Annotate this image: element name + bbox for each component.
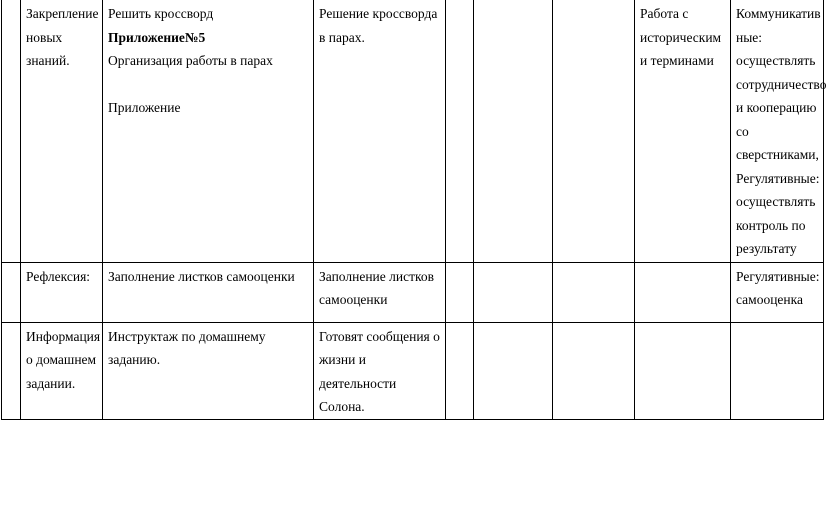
empty-cell — [553, 322, 635, 419]
stage-cell: Информация о домашнем задании. — [21, 322, 103, 419]
table-row-consolidation — [2, 0, 824, 262]
empty-cell — [446, 262, 474, 322]
student-activity-cell: Готовят сообщения о жизни и деятельности Солона. — [314, 322, 446, 419]
uud-cell: Коммуникатив ные: осуществлять сотрудничество и кооперацию со сверстниками, Регулятивные: осуществлять контроль по результату — [731, 0, 824, 262]
table-row-reflection — [2, 262, 824, 322]
empty-cell — [446, 322, 474, 419]
subject-result-cell: Работа с историческим и терминами — [635, 0, 731, 262]
uud-cell: Регулятивные: самооценка — [731, 262, 824, 322]
row-number-cell — [2, 0, 21, 262]
empty-cell — [474, 262, 553, 322]
lesson-plan-table — [1, 0, 824, 420]
student-activity-cell: Решение кроссворда в парах. — [314, 0, 446, 262]
empty-cell — [474, 0, 553, 262]
empty-cell — [553, 262, 635, 322]
uud-cell — [731, 322, 824, 419]
teacher-activity-cell: Инструктаж по домашнему заданию. — [103, 322, 314, 419]
teacher-task-text: Решить кроссворд — [108, 6, 214, 21]
teacher-activity-cell: Заполнение листков самооценки — [103, 262, 314, 322]
empty-cell — [635, 262, 731, 322]
empty-cell — [553, 0, 635, 262]
stage-cell: Закрепление новых знаний. — [21, 0, 103, 262]
appendix-reference: Приложение№5 — [108, 29, 206, 45]
empty-cell — [446, 0, 474, 262]
empty-cell — [474, 322, 553, 419]
student-activity-cell: Заполнение листков самооценки — [314, 262, 446, 322]
appendix-text: Приложение — [108, 100, 181, 115]
teacher-activity-cell — [103, 0, 314, 262]
empty-cell — [635, 322, 731, 419]
row-number-cell — [2, 322, 21, 419]
table-row-homework — [2, 322, 824, 419]
stage-cell: Рефлексия: — [21, 262, 103, 322]
row-number-cell — [2, 262, 21, 322]
pair-work-text: Организация работы в парах — [108, 53, 273, 68]
